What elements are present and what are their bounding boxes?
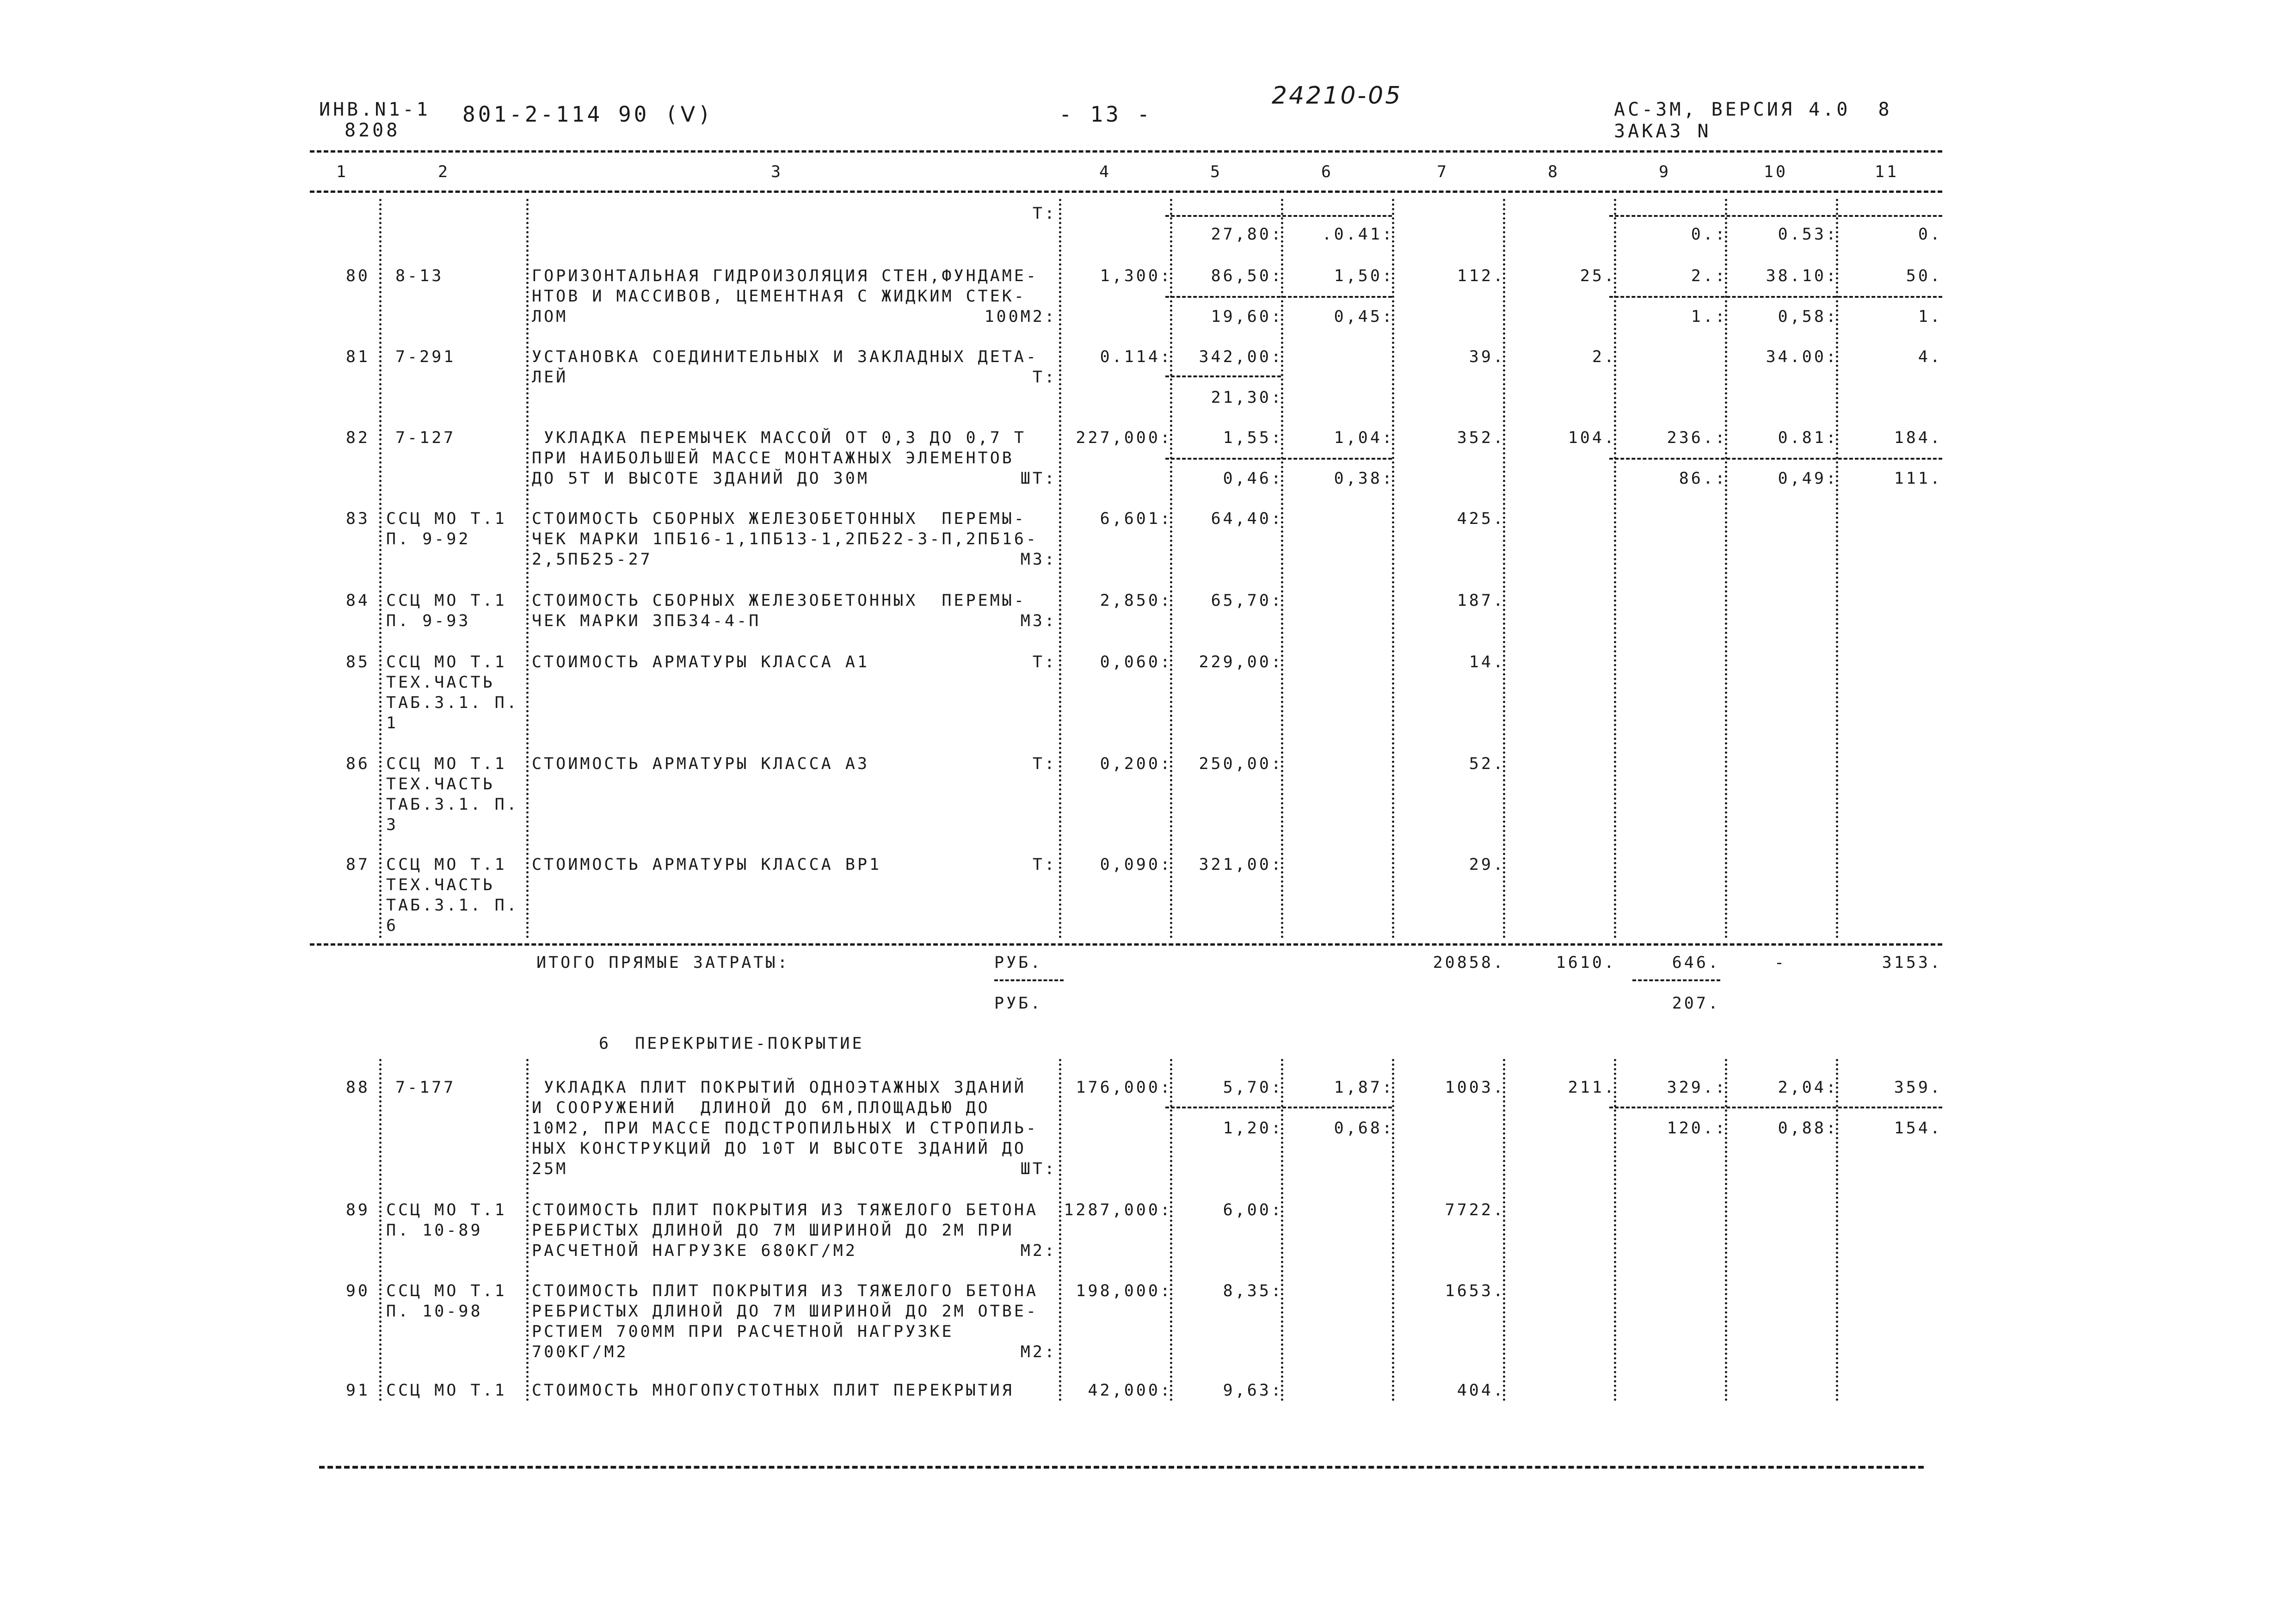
norm-code-line: ТЕХ.ЧАСТЬ [386, 673, 495, 692]
cell-c4: 0,060: [1100, 653, 1172, 671]
totals-c9-secondary: 207. [1672, 994, 1720, 1013]
col-separator [379, 199, 382, 939]
description-line: УКЛАДКА ПЕРЕМЫЧЕК МАССОЙ ОТ 0,3 ДО 0,7 Т [532, 429, 1026, 447]
col-header-11: 11 [1874, 163, 1899, 181]
col-separator [1725, 1059, 1727, 1401]
description-line: СТОИМОСТЬ АРМАТУРЫ КЛАССА А3 [532, 755, 870, 773]
page-number: - 13 - [1059, 102, 1153, 127]
norm-code: ССЦ МО Т.1 [386, 1282, 507, 1300]
cell-c10-secondary: 0,58: [1778, 308, 1838, 326]
row-number: 82 [345, 429, 370, 447]
totals-c9: 646. [1672, 953, 1720, 972]
cell-c9-secondary: 86.: [1679, 469, 1727, 488]
cell-c7: 1003. [1445, 1078, 1505, 1097]
cell-c7: 112. [1457, 267, 1505, 285]
cell-c7: 7722. [1445, 1201, 1505, 1219]
cell-c7: 404. [1457, 1381, 1505, 1400]
description-line: ПРИ НАИБОЛЬШЕЙ МАССЕ МОНТАЖНЫХ ЭЛЕМЕНТОВ [532, 449, 1014, 468]
cell-c6: .0.41: [1322, 225, 1394, 244]
totals-unit: РУБ. [994, 953, 1043, 972]
cell-c5: 86,50: [1211, 267, 1283, 285]
header-rule-bottom [310, 191, 1942, 193]
col-header-9: 9 [1658, 163, 1671, 181]
row-number: 89 [345, 1201, 370, 1219]
norm-code: 7-127 [395, 429, 456, 447]
sub-rule [1165, 215, 1392, 217]
unit: М2: [1020, 1242, 1057, 1260]
cell-c7: 52. [1469, 755, 1505, 773]
row-number: 90 [345, 1282, 370, 1300]
cell-c5-secondary: 19,60: [1211, 308, 1283, 326]
unit: М2: [1020, 1343, 1057, 1361]
norm-code: 7-177 [395, 1078, 456, 1097]
cell-c4: 0,090: [1100, 855, 1172, 874]
col-header-6: 6 [1321, 163, 1334, 181]
sub-rule [994, 979, 1064, 981]
cell-c5: 321,00: [1199, 855, 1283, 874]
unit: Т: [1032, 755, 1057, 773]
cell-c5: 9,63: [1223, 1381, 1283, 1400]
norm-code-line: 6 [386, 917, 399, 935]
cell-c5: 229,00: [1199, 653, 1283, 671]
page-cut-line [319, 1466, 1924, 1469]
totals-c10: - [1774, 953, 1787, 972]
totals-label: ИТОГО ПРЯМЫЕ ЗАТРАТЫ: [536, 953, 790, 972]
cell-c11: 4. [1918, 348, 1942, 366]
description-line: РСТИЕМ 700ММ ПРИ РАСЧЕТНОЙ НАГРУЗКЕ [532, 1323, 954, 1341]
cell-c10: 38.10: [1766, 267, 1838, 285]
norm-code-line: П. 10-89 [386, 1221, 483, 1240]
cell-c4: 227,000: [1076, 429, 1172, 447]
cell-c8: 25. [1580, 267, 1616, 285]
totals-c8: 1610. [1556, 953, 1616, 972]
row-number: 87 [345, 855, 370, 874]
unit: Т: [1032, 368, 1057, 387]
cell-c11-secondary: 111. [1894, 469, 1942, 488]
norm-code: ССЦ МО Т.1 [386, 1381, 507, 1400]
cell-c11: 0. [1918, 225, 1942, 244]
cell-c4: 176,000: [1076, 1078, 1172, 1097]
unit: ШТ: [1020, 1160, 1057, 1178]
norm-code: ССЦ МО Т.1 [386, 591, 507, 610]
norm-code: ССЦ МО Т.1 [386, 755, 507, 773]
cell-c10-secondary: 0,88: [1778, 1119, 1838, 1138]
sub-rule [1165, 375, 1281, 377]
col-header-4: 4 [1099, 163, 1112, 181]
cell-c5: 64,40: [1211, 510, 1283, 528]
col-separator [1392, 1059, 1394, 1401]
sub-rule [1609, 296, 1942, 298]
cell-c7: 29. [1469, 855, 1505, 874]
cell-c5: 6,00: [1223, 1201, 1283, 1219]
sub-rule [1165, 458, 1392, 460]
description-line: УСТАНОВКА СОЕДИНИТЕЛЬНЫХ И ЗАКЛАДНЫХ ДЕТА- [532, 348, 1039, 366]
col-header-5: 5 [1210, 163, 1223, 181]
col-header-2: 2 [437, 163, 450, 181]
col-separator [1059, 1059, 1061, 1401]
norm-code-line: 1 [386, 714, 399, 732]
description-line: ЧЕК МАРКИ 1ПБ16-1,1ПБ13-1,2ПБ22-3-П,2ПБ16- [532, 530, 1039, 548]
sub-rule [1609, 1107, 1942, 1108]
cell-c5: 27,80: [1211, 225, 1283, 244]
cell-c8: 2. [1592, 348, 1616, 366]
row-number: 85 [345, 653, 370, 671]
cell-c11: 359. [1894, 1078, 1942, 1097]
cell-c7: 352. [1457, 429, 1505, 447]
cell-c8: 211. [1568, 1078, 1616, 1097]
col-separator [1059, 199, 1061, 939]
col-separator [1614, 1059, 1616, 1401]
description-line: 2,5ПБ25-27 [532, 550, 652, 569]
cell-c9-secondary: 120.: [1667, 1119, 1727, 1138]
sub-rule [1165, 1107, 1392, 1108]
cell-c5: 342,00: [1199, 348, 1283, 366]
cell-c7: 425. [1457, 510, 1505, 528]
unit: Т: [1032, 855, 1057, 874]
unit: 100М2: [984, 308, 1057, 326]
cell-c4: 0.114: [1100, 348, 1172, 366]
col-separator [1836, 1059, 1838, 1401]
cell-c6-secondary: 0,68: [1334, 1119, 1394, 1138]
unit: М3: [1020, 612, 1057, 630]
col-header-8: 8 [1547, 163, 1560, 181]
header-rule-top [310, 150, 1942, 153]
totals-c7: 20858. [1433, 953, 1505, 972]
row-number: 86 [345, 755, 370, 773]
row-number: 88 [345, 1078, 370, 1097]
cell-c10: 0.53: [1778, 225, 1838, 244]
description-line: ДО 5Т И ВЫСОТЕ ЗДАНИЙ ДО 30М [532, 469, 870, 488]
norm-code-line: ТЕХ.ЧАСТЬ [386, 876, 495, 894]
cell-c6: 1,50: [1334, 267, 1394, 285]
cell-c9: 329.: [1667, 1078, 1727, 1097]
col-separator [1170, 1059, 1172, 1401]
document-code: 801-2-114 90 (Ⅴ) [462, 102, 714, 127]
totals-unit-secondary: РУБ. [994, 994, 1043, 1013]
row-number: 83 [345, 510, 370, 528]
description-line: РЕБРИСТЫХ ДЛИНОЙ ДО 7М ШИРИНОЙ ДО 2М ОТВЕ- [532, 1302, 1039, 1321]
description-line: НЫХ КОНСТРУКЦИЙ ДО 10Т И ВЫСОТЕ ЗДАНИЙ ДО [532, 1139, 1026, 1158]
description-line: СТОИМОСТЬ ПЛИТ ПОКРЫТИЯ ИЗ ТЯЖЕЛОГО БЕТОНА [532, 1201, 1039, 1219]
cell-c9: 2.: [1691, 267, 1727, 285]
description-line: СТОИМОСТЬ АРМАТУРЫ КЛАССА А1 [532, 653, 870, 671]
norm-code: ССЦ МО Т.1 [386, 653, 507, 671]
cell-c10: 0.81: [1778, 429, 1838, 447]
col-separator [1503, 199, 1505, 939]
norm-code: 7-291 [395, 348, 456, 366]
totals-rule [310, 943, 1942, 946]
description-line: И СООРУЖЕНИЙ ДЛИНОЙ ДО 6М,ПЛОЩАДЬЮ ДО [532, 1099, 990, 1117]
unit: ШТ: [1020, 469, 1057, 488]
description-line: 10М2, ПРИ МАССЕ ПОДСТРОПИЛЬНЫХ И СТРОПИЛЬ- [532, 1119, 1039, 1138]
description-line: РЕБРИСТЫХ ДЛИНОЙ ДО 7М ШИРИНОЙ ДО 2М ПРИ [532, 1221, 1014, 1240]
norm-code: ССЦ МО Т.1 [386, 855, 507, 874]
cell-c11-secondary: 1. [1918, 308, 1942, 326]
norm-code: 8-13 [395, 267, 444, 285]
cell-c5-secondary: 21,30: [1211, 388, 1283, 407]
unit: Т: [1032, 204, 1057, 223]
cell-c4: 42,000: [1088, 1381, 1172, 1400]
cell-c7: 187. [1457, 591, 1505, 610]
norm-code-line: П. 9-93 [386, 612, 471, 630]
cell-c4: 1287,000: [1064, 1201, 1172, 1219]
cell-c6-secondary: 0,38: [1334, 469, 1394, 488]
description-line: НТОВ И МАССИВОВ, ЦЕМЕНТНАЯ С ЖИДКИМ СТЕК- [532, 287, 1026, 306]
description-line: СТОИМОСТЬ СБОРНЫХ ЖЕЛЕЗОБЕТОННЫХ ПЕРЕМЫ- [532, 510, 1026, 528]
cell-c6: 1,04: [1334, 429, 1394, 447]
unit: Т: [1032, 653, 1057, 671]
norm-code-line: П. 10-98 [386, 1302, 483, 1321]
description-line: УКЛАДКА ПЛИТ ПОКРЫТИЙ ОДНОЭТАЖНЫХ ЗДАНИЙ [532, 1078, 1026, 1097]
cell-c4: 2,850: [1100, 591, 1172, 610]
row-number: 91 [345, 1381, 370, 1400]
cell-c5-secondary: 1,20: [1223, 1119, 1283, 1138]
norm-code-line: ТАБ.3.1. П. [386, 896, 519, 915]
cell-c7: 1653. [1445, 1282, 1505, 1300]
order-label: ЗАКАЗ N [1614, 121, 1711, 142]
cell-c9: 236.: [1667, 429, 1727, 447]
sub-rule [1165, 296, 1392, 298]
description-line: ГОРИЗОНТАЛЬНАЯ ГИДРОИЗОЛЯЦИЯ СТЕН,ФУНДАМЕ- [532, 267, 1039, 285]
col-header-7: 7 [1436, 163, 1449, 181]
description-line: ЛОМ [532, 308, 568, 326]
col-header-1: 1 [336, 163, 349, 181]
description-line: РАСЧЕТНОЙ НАГРУЗКЕ 680КГ/М2 [532, 1242, 857, 1260]
cell-c11: 184. [1894, 429, 1942, 447]
cell-c5-secondary: 0,46: [1223, 469, 1283, 488]
norm-code-line: ТАБ.3.1. П. [386, 694, 519, 712]
unit: М3: [1020, 550, 1057, 569]
totals-c11: 3153. [1882, 953, 1942, 972]
col-separator [1503, 1059, 1505, 1401]
cell-c10: 34.00: [1766, 348, 1838, 366]
cell-c4: 0,200: [1100, 755, 1172, 773]
description-line: 700КГ/М2 [532, 1343, 628, 1361]
col-header-3: 3 [770, 163, 783, 181]
cell-c8: 104. [1568, 429, 1616, 447]
description-line: 25М [532, 1160, 568, 1178]
col-separator [379, 1059, 382, 1401]
cell-c4: 198,000: [1076, 1282, 1172, 1300]
col-separator [526, 199, 529, 939]
row-number: 81 [345, 348, 370, 366]
col-separator [1281, 1059, 1283, 1401]
cell-c6: 1,87: [1334, 1078, 1394, 1097]
cell-c11-secondary: 154. [1894, 1119, 1942, 1138]
norm-code-line: ТАБ.3.1. П. [386, 795, 519, 814]
description-line: СТОИМОСТЬ МНОГОПУСТОТНЫХ ПЛИТ ПЕРЕКРЫТИЯ [532, 1381, 1014, 1400]
cell-c10-secondary: 0,49: [1778, 469, 1838, 488]
description-line: СТОИМОСТЬ АРМАТУРЫ КЛАССА ВР1 [532, 855, 882, 874]
cell-c11: 50. [1906, 267, 1942, 285]
cell-c7: 14. [1469, 653, 1505, 671]
cell-c5: 250,00: [1199, 755, 1283, 773]
section-heading: 6 ПЕРЕКРЫТИЕ-ПОКРЫТИЕ [599, 1034, 864, 1053]
sub-rule [1609, 215, 1942, 217]
norm-code-line: 3 [386, 816, 399, 834]
software-version: АС-3М, ВЕРСИЯ 4.0 8 [1614, 99, 1892, 120]
cell-c6-secondary: 0,45: [1334, 308, 1394, 326]
cell-c9-secondary: 1.: [1691, 308, 1727, 326]
col-header-10: 10 [1763, 163, 1788, 181]
description-line: СТОИМОСТЬ ПЛИТ ПОКРЫТИЯ ИЗ ТЯЖЕЛОГО БЕТОНА [532, 1282, 1039, 1300]
norm-code: ССЦ МО Т.1 [386, 1201, 507, 1219]
col-separator [526, 1059, 529, 1401]
cell-c5: 8,35: [1223, 1282, 1283, 1300]
cell-c10: 2,04: [1778, 1078, 1838, 1097]
cell-c7: 39. [1469, 348, 1505, 366]
cell-c5: 65,70: [1211, 591, 1283, 610]
description-line: ЛЕЙ [532, 368, 568, 387]
cell-c5: 5,70: [1223, 1078, 1283, 1097]
inventory-code: 8208 [345, 120, 400, 141]
inventory-number: ИНВ.N1-1 [319, 99, 431, 120]
cell-c5: 1,55: [1223, 429, 1283, 447]
handwritten-number: 24210-05 [1272, 82, 1403, 110]
sub-rule [1609, 458, 1942, 460]
norm-code: ССЦ МО Т.1 [386, 510, 507, 528]
sub-rule [1632, 979, 1720, 981]
row-number: 84 [345, 591, 370, 610]
description-line: ЧЕК МАРКИ 3ПБ34-4-П [532, 612, 761, 630]
row-number: 80 [345, 267, 370, 285]
norm-code-line: ТЕХ.ЧАСТЬ [386, 775, 495, 794]
cell-c4: 6,601: [1100, 510, 1172, 528]
cell-c9: 0.: [1691, 225, 1727, 244]
norm-code-line: П. 9-92 [386, 530, 471, 548]
description-line: СТОИМОСТЬ СБОРНЫХ ЖЕЛЕЗОБЕТОННЫХ ПЕРЕМЫ- [532, 591, 1026, 610]
cell-c4: 1,300: [1100, 267, 1172, 285]
